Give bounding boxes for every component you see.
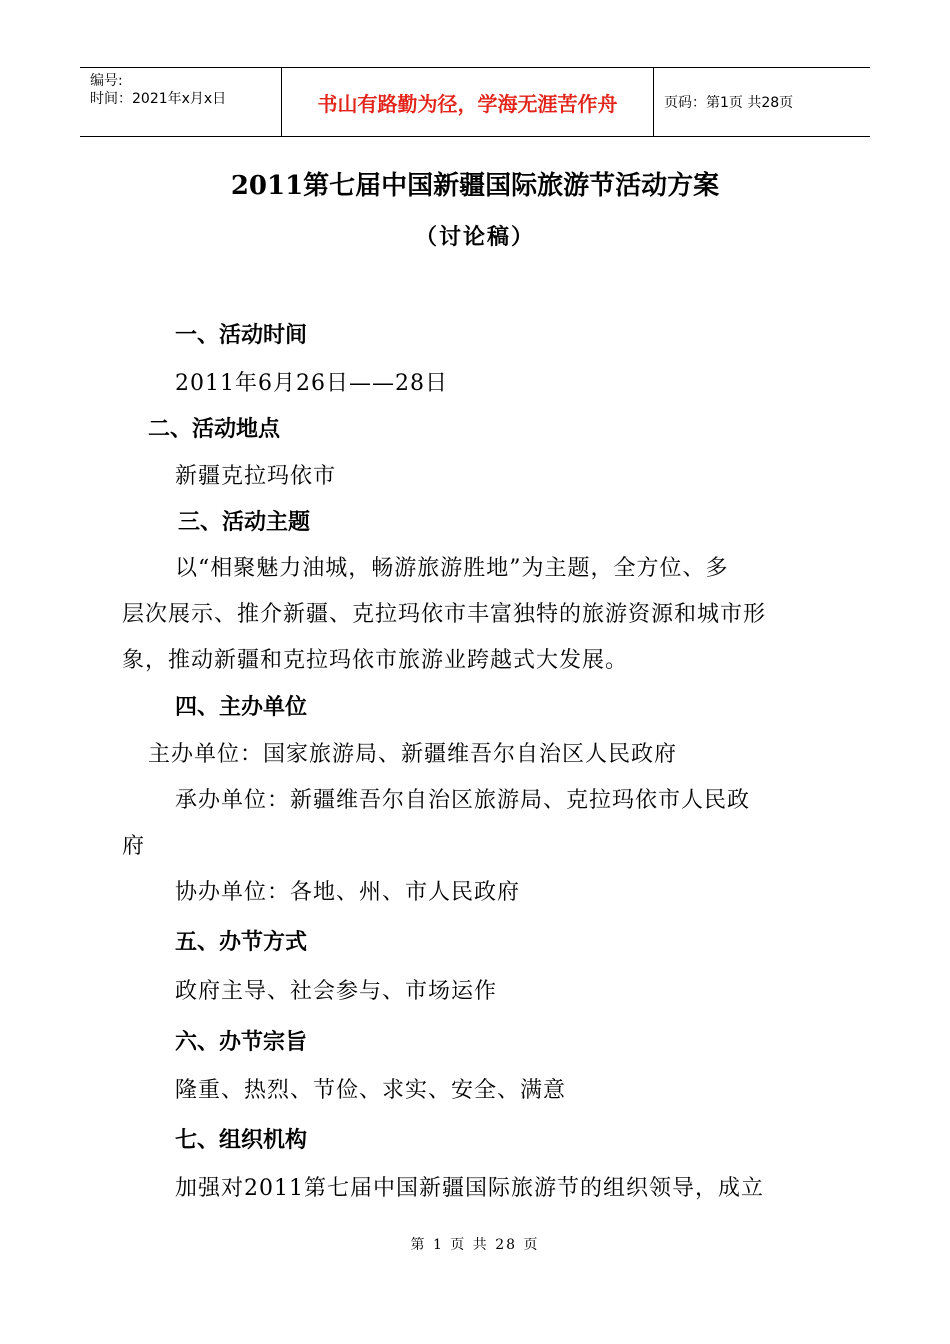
header-page-info: 页码：第1页 共28页 xyxy=(664,95,794,111)
document-title: 2011第七届中国新疆国际旅游节活动方案 xyxy=(230,171,720,201)
body-line: 以“相聚魅力油城，畅游旅游胜地”为主题，全方位、多 xyxy=(175,556,729,581)
section-heading-5: 五、办节方式 xyxy=(175,930,308,955)
header-code-label: 编号: xyxy=(90,73,123,89)
section-heading-1: 一、活动时间 xyxy=(175,323,308,348)
body-line: 协办单位：各地、州、市人民政府 xyxy=(175,880,521,905)
header-meta-cell xyxy=(80,68,282,136)
body-line: 层次展示、推介新疆、克拉玛依市丰富独特的旅游资源和城市形 xyxy=(122,602,767,627)
body-line: 加强对2011第七届中国新疆国际旅游节的组织领导，成立 xyxy=(175,1176,764,1201)
body-line: 象，推动新疆和克拉玛依市旅游业跨越式大发展。 xyxy=(122,648,629,673)
section-heading-4: 四、主办单位 xyxy=(175,695,308,720)
body-line: 隆重、热烈、节俭、求实、安全、满意 xyxy=(175,1078,567,1103)
body-line: 主办单位：国家旅游局、新疆维吾尔自治区人民政府 xyxy=(148,742,678,767)
header-motto: 书山有路勤为径，学海无涯苦作舟 xyxy=(282,68,654,136)
page-header xyxy=(80,67,870,137)
section-heading-7: 七、组织机构 xyxy=(175,1128,308,1153)
section-heading-3: 三、活动主题 xyxy=(178,510,311,535)
body-line: 新疆克拉玛依市 xyxy=(175,464,337,489)
body-line: 承办单位：新疆维吾尔自治区旅游局、克拉玛依市人民政 xyxy=(175,788,751,813)
section-heading-2: 二、活动地点 xyxy=(148,417,281,442)
page-footer: 第 1 页 共 28 页 xyxy=(410,1237,540,1253)
body-line: 2011年6月26日——28日 xyxy=(175,371,448,396)
section-heading-6: 六、办节宗旨 xyxy=(175,1030,308,1055)
body-line: 府 xyxy=(122,834,146,859)
header-time-label: 时间：2021年x月x日 xyxy=(90,91,227,107)
document-subtitle: （讨论稿） xyxy=(414,224,535,250)
body-line: 政府主导、社会参与、市场运作 xyxy=(175,979,498,1004)
